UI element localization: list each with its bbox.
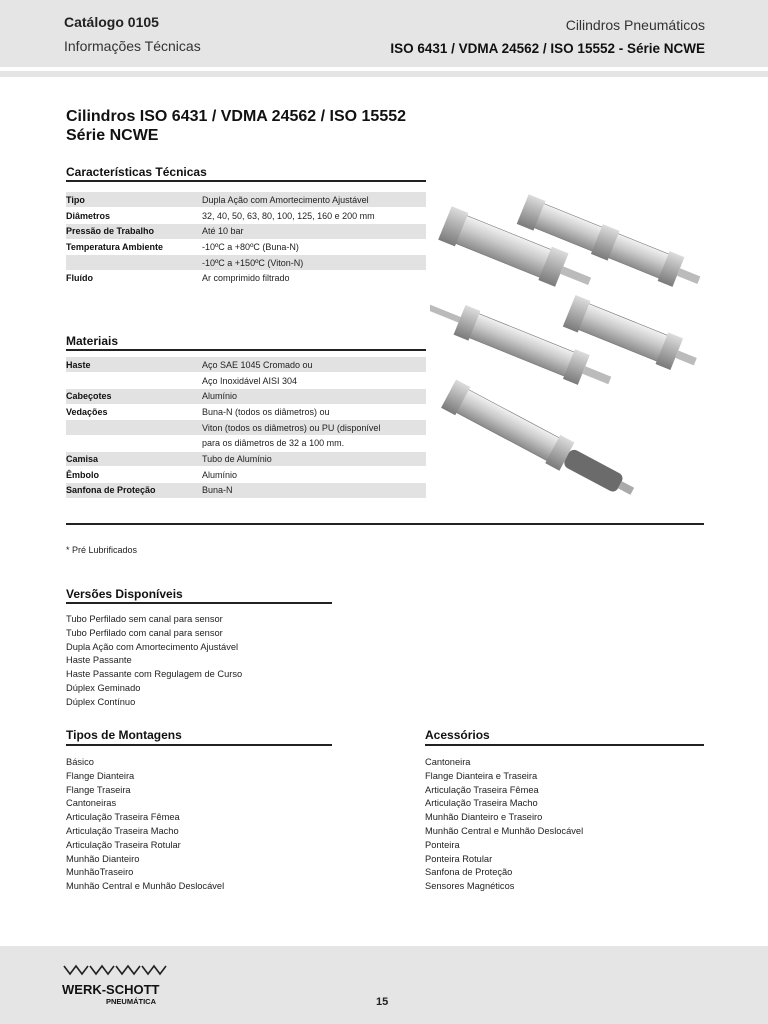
table-row [66, 435, 426, 451]
caracteristicas-table [66, 192, 426, 287]
list-item: Articulação Traseira Fêmea [425, 784, 539, 795]
werk-schott-logo [62, 962, 168, 1008]
list-item: Munhão Central e Munhão Deslocável [66, 881, 225, 892]
table-row [66, 270, 426, 286]
list-item: Articulação Traseira Rotular [66, 839, 181, 850]
row-key [66, 373, 202, 389]
list-item: Articulação Traseira Macho [425, 798, 538, 809]
row-value: Alumínio [202, 388, 426, 404]
list-item: Básico [66, 757, 94, 767]
row-key: Vedações [66, 404, 202, 420]
logo-brand-sub: PNEUMÁTICA [106, 997, 156, 1006]
row-value: Ar comprimido filtrado [202, 270, 426, 286]
table-row [66, 357, 426, 373]
note-text: * Pré Lubrificados [66, 545, 138, 555]
catalog-title: Catálogo 0105 [64, 14, 159, 30]
row-value: Dupla Ação com Amortecimento Ajustável [202, 192, 426, 208]
list-item: Articulação Traseira Macho [66, 825, 179, 836]
list-item: Ponteira Rotular [425, 853, 493, 864]
versoes-list [66, 613, 242, 710]
materiais-heading: Materiais [66, 334, 119, 348]
list-item: Tubo Perfilado sem canal para sensor [66, 614, 223, 624]
row-key: Cabeçotes [66, 388, 202, 404]
list-item: Dúplex Geminado [66, 682, 141, 693]
list-item: Tubo Perfilado com canal para sensor [66, 627, 223, 638]
row-key [66, 255, 202, 271]
row-key: Êmbolo [66, 467, 202, 483]
row-value: Buna-N (todos os diâmetros) ou [202, 404, 426, 420]
row-value: Viton (todos os diâmetros) ou PU (disponível [202, 420, 426, 436]
row-value: Tubo de Alumínio [202, 451, 426, 467]
page-number: 15 [376, 996, 389, 1008]
page-title [66, 107, 486, 145]
versoes-rule [66, 602, 332, 604]
list-item: Flange Dianteira [66, 770, 135, 781]
list-item: MunhãoTraseiro [66, 867, 134, 878]
table-row [66, 467, 426, 483]
caracteristicas-heading: Características Técnicas [66, 165, 207, 179]
row-key [66, 420, 202, 436]
acessorios-heading: Acessórios [425, 728, 490, 742]
list-item: Sensores Magnéticos [425, 881, 515, 892]
list-item: Dupla Ação com Amortecimento Ajustável [66, 641, 239, 652]
row-key: Temperatura Ambiente [66, 239, 202, 255]
table-row [66, 239, 426, 255]
list-item: Haste Passante com Regulagem de Curso [66, 669, 243, 680]
section-divider [66, 523, 704, 525]
row-key: Fluído [66, 270, 202, 286]
versoes-heading: Versões Disponíveis [66, 587, 183, 601]
header-divider [0, 71, 768, 77]
table-row [66, 192, 426, 208]
row-key: Sanfona de Proteção [66, 483, 202, 499]
table-row [66, 208, 426, 224]
row-key: Tipo [66, 192, 202, 208]
logo-brand: WERK-SCHOTT [62, 982, 160, 997]
montagens-rule [66, 744, 332, 746]
acessorios-rule [425, 744, 704, 746]
list-item: Munhão Dianteiro [66, 853, 140, 864]
table-row [66, 373, 426, 389]
row-key: Camisa [66, 451, 202, 467]
list-item: Sanfona de Proteção [425, 867, 513, 878]
list-item: Cantoneira [425, 757, 471, 767]
header-band [0, 0, 768, 67]
row-value: Alumínio [202, 467, 426, 483]
list-item: Flange Traseira [66, 784, 131, 795]
header-series: ISO 6431 / VDMA 24562 / ISO 15552 - Série NCWE [390, 41, 705, 56]
list-item: Dúplex Contínuo [66, 696, 136, 707]
materiais-rule [66, 349, 426, 351]
list-item: Ponteira [425, 839, 460, 850]
acessorios-list [425, 756, 583, 894]
row-value: Aço SAE 1045 Cromado ou [202, 357, 426, 373]
list-item: Cantoneiras [66, 798, 117, 809]
row-value: 32, 40, 50, 63, 80, 100, 125, 160 e 200 mm [202, 208, 426, 224]
page-title-line1: Cilindros ISO 6431 / VDMA 24562 / ISO 15552 [66, 108, 407, 125]
row-value: Aço Inoxidável AISI 304 [202, 373, 426, 389]
table-row [66, 451, 426, 467]
row-key: Diâmetros [66, 208, 202, 224]
montagens-list [66, 756, 224, 894]
catalog-subtitle: Informações Técnicas [64, 38, 201, 54]
montagens-heading: Tipos de Montagens [66, 728, 182, 742]
table-row [66, 255, 426, 271]
list-item: Flange Dianteira e Traseira [425, 770, 538, 781]
page-title-line2: Série NCWE [66, 127, 159, 144]
row-key: Haste [66, 357, 202, 373]
table-row [66, 404, 426, 420]
cylinder-photos [430, 160, 710, 510]
list-item: Munhão Central e Munhão Deslocável [425, 825, 584, 836]
row-key [66, 435, 202, 451]
cylinder-photo-5 [441, 380, 640, 506]
list-item: Munhão Dianteiro e Traseiro [425, 812, 543, 823]
table-row [66, 420, 426, 436]
materiais-table [66, 357, 426, 499]
table-row [66, 388, 426, 404]
list-item: Haste Passante [66, 655, 132, 666]
table-row [66, 223, 426, 239]
header-category: Cilindros Pneumáticos [565, 17, 705, 33]
caracteristicas-rule [66, 180, 426, 182]
row-value: -10ºC a +80ºC (Buna-N) [202, 239, 426, 255]
list-item: Articulação Traseira Fêmea [66, 812, 180, 823]
row-value: Até 10 bar [202, 223, 426, 239]
row-value: -10ºC a +150ºC (Viton-N) [202, 255, 426, 271]
table-row [66, 483, 426, 499]
row-value: para os diâmetros de 32 a 100 mm. [202, 435, 426, 451]
row-key: Pressão de Trabalho [66, 223, 202, 239]
row-value: Buna-N [202, 483, 426, 499]
